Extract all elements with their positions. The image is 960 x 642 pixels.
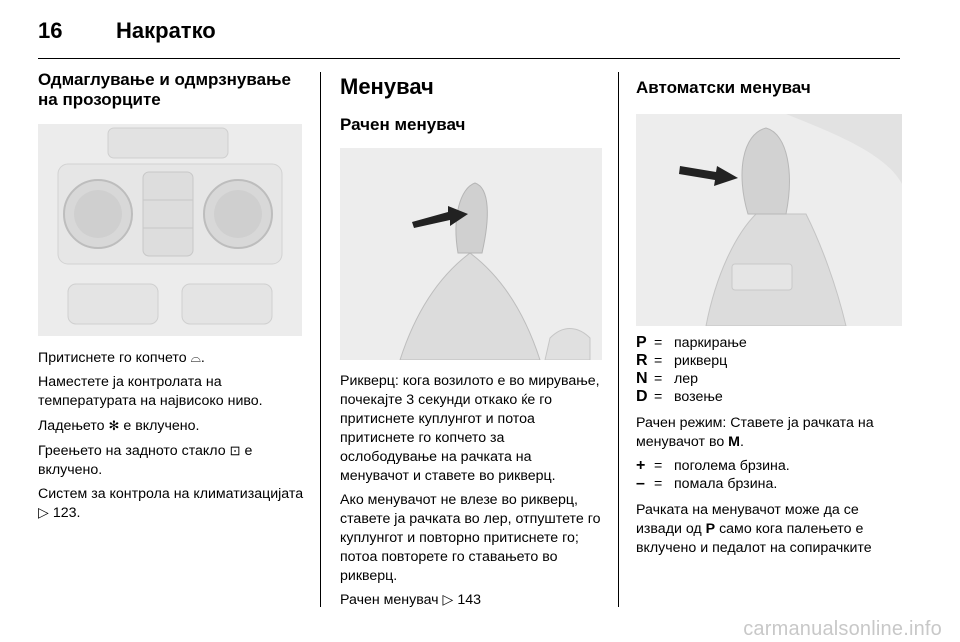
snowflake-icon: ✻	[108, 418, 120, 433]
text-key-removal: Рачката на менувачот може да се извади од	[636, 502, 859, 537]
manual-gearshift-image	[340, 148, 602, 360]
text-period: .	[740, 434, 744, 450]
gear-key-m: M	[728, 434, 740, 450]
text-cooling: Ладењето	[38, 418, 105, 434]
paragraph-temperature: Наместете ја контролата на температурата на највисоко ниво.	[38, 374, 263, 409]
legend-key: D	[636, 388, 648, 405]
legend-key: N	[636, 370, 648, 387]
minus-icon: –	[636, 475, 645, 492]
text-press-button: Притиснете го копчето	[38, 350, 187, 366]
page-header	[38, 18, 216, 48]
rear-window-heat-icon: ⊡	[229, 443, 241, 458]
legend-eq: =	[654, 371, 663, 387]
reference-arrow-icon: ▷	[38, 505, 49, 521]
legend-row-n	[636, 370, 904, 388]
column-defog	[38, 70, 306, 528]
text-rear-heat: Греењето на задното стакло	[38, 443, 226, 459]
page-reference[interactable]: 123.	[52, 505, 81, 521]
legend-row-r	[636, 352, 904, 370]
gear-legend	[636, 334, 904, 406]
legend-value: паркирање	[674, 335, 747, 351]
legend-key: P	[636, 334, 647, 351]
paragraph-manual-mode	[636, 414, 904, 452]
page-title: Накратко	[116, 18, 216, 43]
legend-eq: =	[654, 458, 663, 474]
text-key-removal-end: само кога палењето е вклучено и педалот на сопирачките	[636, 521, 872, 556]
watermark: carmanualsonline.info	[743, 618, 942, 640]
shift-row-up	[636, 457, 904, 475]
gear-key-p: P	[705, 521, 716, 537]
text-climate-system: Систем за контрола на климатизацијата	[38, 486, 304, 502]
paragraph-rear-heat	[38, 441, 306, 480]
text-period: .	[200, 350, 205, 366]
legend-value: лер	[674, 371, 699, 387]
legend-key: R	[636, 352, 648, 369]
column-divider-2	[618, 72, 619, 607]
shift-legend	[636, 457, 904, 493]
section-heading-defog: Одмаглување и одмрзнување на прозорците	[38, 70, 291, 109]
legend-value: поголема брзина.	[674, 458, 790, 474]
windscreen-defrost-icon: ⌓	[190, 350, 201, 365]
legend-value: рикверц	[674, 353, 728, 369]
paragraph-reverse-instructions: Рикверц: кога возилото е во мирување, почекајте 3 секунди откако ќе го притиснете куплунгот и потоа притиснете го копчето за ослободување на рачката на менувачот и ставете во рикверц.	[340, 373, 600, 484]
legend-eq: =	[654, 476, 663, 492]
paragraph-manual-ref	[340, 591, 602, 610]
column-automatic	[636, 70, 904, 563]
legend-eq: =	[654, 335, 663, 351]
text-manual-transmission: Рачен менувач	[340, 592, 439, 608]
legend-eq: =	[654, 389, 663, 405]
reference-arrow-icon: ▷	[442, 592, 454, 608]
header-divider	[38, 58, 900, 59]
paragraph-key-removal	[636, 501, 904, 558]
subheading-manual: Рачен менувач	[340, 115, 466, 134]
column-divider-1	[320, 72, 321, 607]
paragraph-reverse-retry: Ако менувачот не влезе во рикверц, ставете ја рачката во лер, отпуштете го куплунгот и повторно притиснете го; потоа повторете го ставањето во рикверц.	[340, 492, 601, 584]
column-transmission	[340, 70, 602, 615]
legend-eq: =	[654, 353, 663, 369]
paragraph-cooling	[38, 416, 306, 436]
section-heading-transmission: Менувач	[340, 74, 434, 99]
text-rear-heat-on: е вклучено.	[38, 443, 253, 478]
section-heading-automatic: Автоматски менувач	[636, 78, 811, 97]
legend-value: помала брзина.	[674, 476, 778, 492]
page-number: 16	[38, 18, 63, 43]
automatic-selector-image	[636, 114, 902, 326]
paragraph-climate-ref	[38, 485, 306, 523]
text-cooling-on: е вклучено.	[123, 418, 200, 434]
legend-row-p	[636, 334, 904, 352]
plus-icon: +	[636, 457, 646, 474]
text-manual-mode: Рачен режим: Ставете ја рачката на менувачот во	[636, 415, 874, 450]
paragraph-press-button	[38, 348, 306, 368]
climate-control-image	[38, 124, 302, 336]
legend-value: возење	[674, 389, 723, 405]
page-reference[interactable]: 143	[457, 592, 482, 608]
legend-row-d	[636, 388, 904, 406]
shift-row-down	[636, 475, 904, 493]
